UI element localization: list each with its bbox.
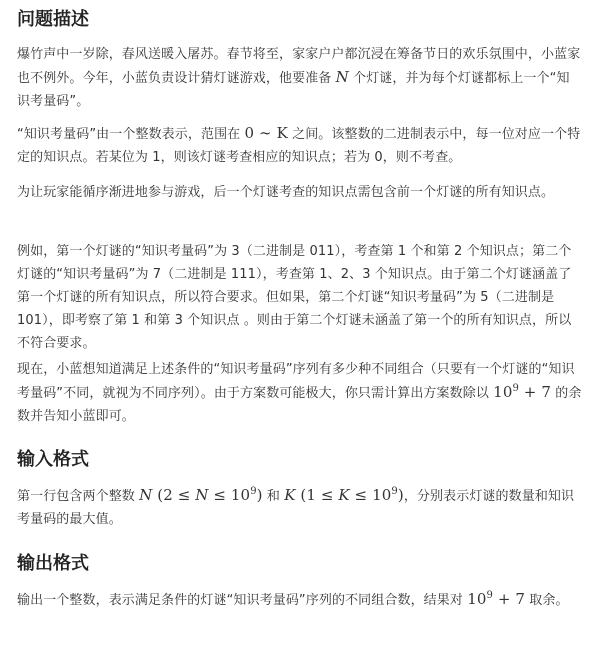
paragraph-intro	[17, 43, 582, 113]
text: ，分别表示灯谜的数量和知识考量码的最大值。	[17, 489, 575, 527]
text: 现在，小蓝想知道满足上述条件的“知识考量码”序列有多少种不同组合（只要有一个灯谜的“知识考量码”不同，就视为不同序列）。由于方案数可能极大，你只需计算出方案数除以	[17, 362, 575, 401]
math-k: K	[284, 486, 296, 504]
text: 的余数并告知小蓝即可。	[17, 386, 582, 424]
math-n-constraint: $(2 \le N \le 10^9)$	[152, 486, 263, 504]
heading-description: 问题描述	[17, 9, 89, 30]
math-k-constraint: $(1 \le K \le 10^9)$	[295, 486, 404, 504]
paragraph-question	[17, 358, 582, 428]
text: 输出一个整数，表示满足条件的灯谜“知识考量码”序列的不同组合数，结果对	[17, 593, 468, 608]
text: 之间。该整数的二进制表示中，每一位对应一个特定的知识点。若某位为 1，则该灯谜考查相应的知识点；若为 0，则不考查。	[17, 127, 581, 165]
math-n: N	[335, 68, 349, 86]
paragraph-output-format	[17, 588, 582, 612]
paragraph-progression: 为让玩家能循序渐进地参与游戏，后一个灯谜考查的知识点需包含前一个灯谜的所有知识点。	[17, 185, 555, 200]
text: “知识考量码”由一个整数表示，范围在	[17, 127, 245, 142]
math-modulus: $10^9 + 7$	[493, 383, 551, 401]
text: 取余。	[525, 593, 569, 608]
math-range: 0 ∼ K	[244, 124, 288, 142]
heading-input: 输入格式	[17, 449, 89, 470]
math-modulus: $10^9 + 7$	[467, 590, 526, 608]
text: 第一行包含两个整数	[17, 489, 140, 504]
paragraph-example: 例如，第一个灯谜的“知识考量码”为 3（二进制是 011），考查第 1 个和第 2 个知识点；第二个灯谜的“知识考量码”为 7（二进制是 111），考查第 1、2、3 个知识点。由于第二个灯谜涵盖了第一个灯谜的所有知识点，所以符合要求。但如果，第二个灯谜“知识考量码”为 5（二进制是 101），即考察了第 1 和第 3 个知识点 。则由于第二个灯谜未涵盖了第一个的所有知识点，所以不符合要求。	[17, 244, 572, 351]
paragraph-code-definition	[17, 122, 582, 169]
text: 爆竹声中一岁除，春风送暖入屠苏。春节将至，家家户户都沉浸在筹备节日的欢乐氛围中，小蓝家也不例外。今年，小蓝负责设计猜灯谜游戏，他要准备	[17, 47, 581, 86]
math-n: N	[139, 486, 153, 504]
paragraph-input-format	[17, 484, 582, 531]
text: 个灯谜，并为每个灯谜都标上一个“知识考量码”。	[17, 71, 570, 109]
text: 和	[262, 489, 285, 504]
heading-output: 输出格式	[17, 553, 89, 574]
